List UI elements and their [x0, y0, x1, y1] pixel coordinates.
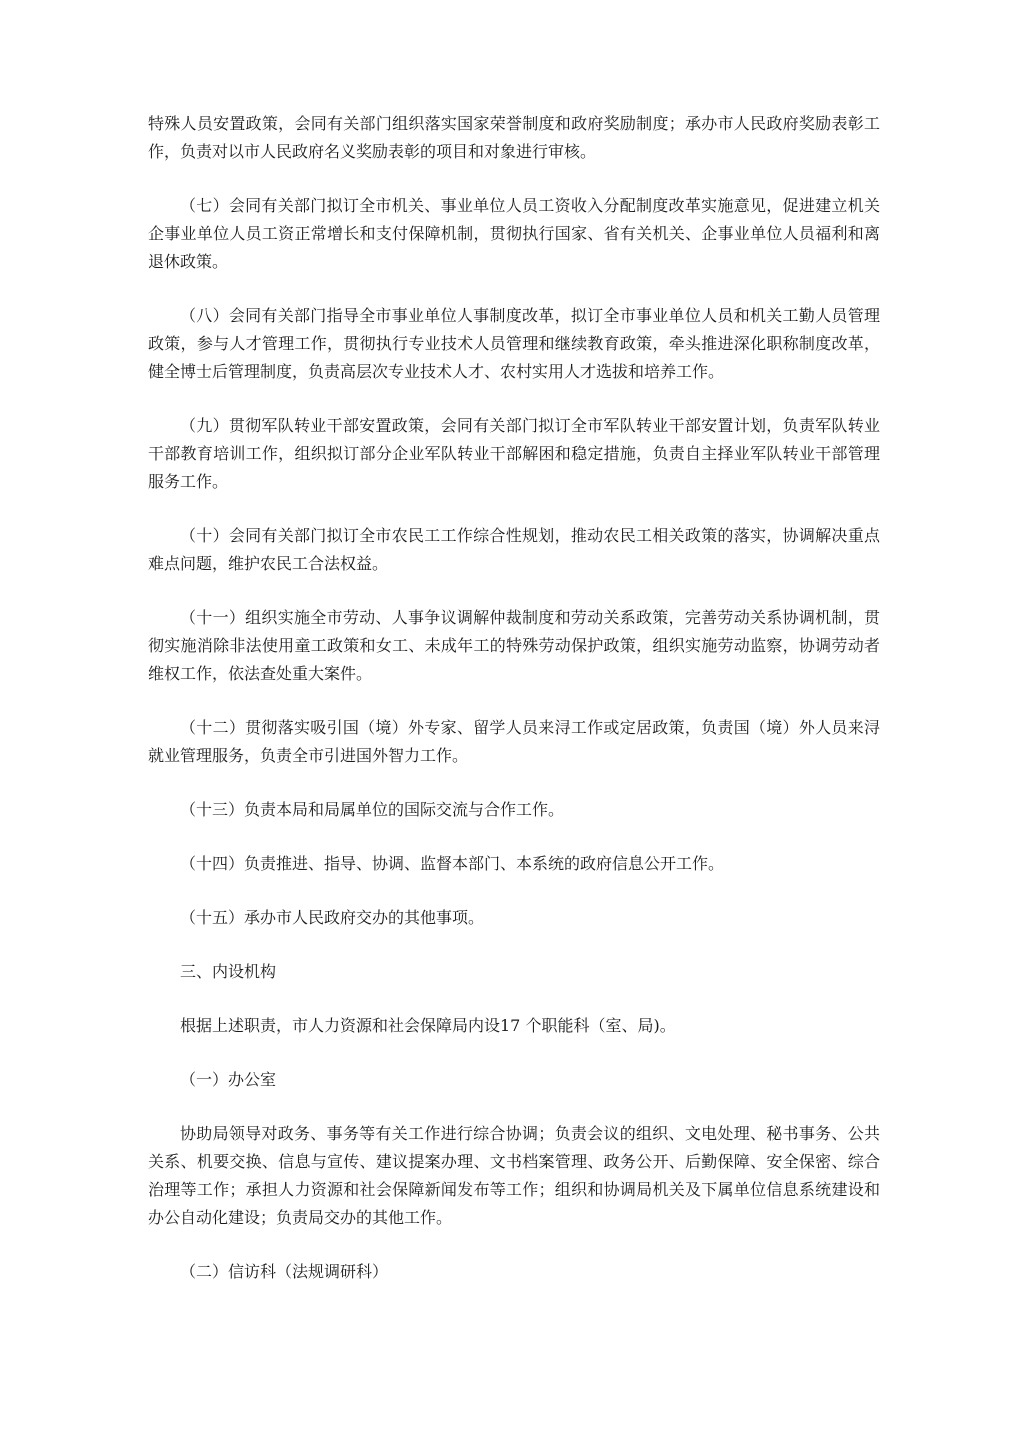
paragraph-gap [148, 166, 880, 192]
paragraph-gap [148, 770, 880, 796]
paragraph-gap [148, 276, 880, 302]
paragraph-gap [148, 578, 880, 604]
section-heading-internal-structure: 三、内设机构 [180, 962, 277, 981]
paragraph-item-10: （十）会同有关部门拟订全市农民工工作综合性规划，推动农民工相关政策的落实，协调解决重点难点问题，维护农民工合法权益。 [148, 526, 880, 573]
document-page [148, 110, 880, 1286]
paragraph-gap [148, 1232, 880, 1258]
paragraph-gap [148, 386, 880, 412]
paragraph-gap [148, 878, 880, 904]
paragraph-continuation: 特殊人员安置政策，会同有关部门组织落实国家荣誉制度和政府奖励制度；承办市人民政府奖励表彰工作，负责对以市人民政府名义奖励表彰的项目和对象进行审核。 [148, 114, 880, 161]
paragraph-gap [148, 496, 880, 522]
paragraph-item-15: （十五）承办市人民政府交办的其他事项。 [180, 908, 485, 927]
paragraph-office-duties: 协助局领导对政务、事务等有关工作进行综合协调；负责会议的组织、文电处理、秘书事务、公共关系、机要交换、信息与宣传、建议提案办理、文书档案管理、政务公开、后勤保障、安全保密、综合治理等工作；承担人力资源和社会保障新闻发布等工作；组织和协调局机关及下属单位信息系统建设和办公自动化建设；负责局交办的其他工作。 [148, 1124, 880, 1227]
paragraph-item-7: （七）会同有关部门拟订全市机关、事业单位人员工资收入分配制度改革实施意见，促进建立机关企事业单位人员工资正常增长和支付保障机制，贯彻执行国家、省有关机关、企事业单位人员福利和离退休政策。 [148, 196, 880, 271]
paragraph-item-9: （九）贯彻军队转业干部安置政策，会同有关部门拟订全市军队转业干部安置计划，负责军队转业干部教育培训工作，组织拟订部分企业军队转业干部解困和稳定措施，负责自主择业军队转业干部管理服务工作。 [148, 416, 880, 491]
subheading-office: （一）办公室 [180, 1070, 277, 1089]
paragraph-gap [148, 1040, 880, 1066]
paragraph-structure-intro: 根据上述职责，市人力资源和社会保障局内设17 个职能科（室、局)。 [180, 1016, 676, 1035]
paragraph-gap [148, 986, 880, 1012]
paragraph-gap [148, 688, 880, 714]
paragraph-item-14: （十四）负责推进、指导、协调、监督本部门、本系统的政府信息公开工作。 [180, 854, 725, 873]
subheading-petition-office: （二）信访科（法规调研科） [180, 1262, 389, 1281]
paragraph-gap [148, 932, 880, 958]
paragraph-gap [148, 1094, 880, 1120]
paragraph-item-8: （八）会同有关部门指导全市事业单位人事制度改革，拟订全市事业单位人员和机关工勤人员管理政策，参与人才管理工作，贯彻执行专业技术人员管理和继续教育政策，牵头推进深化职称制度改革，健全博士后管理制度，负责高层次专业技术人才、农村实用人才选拔和培养工作。 [148, 306, 880, 381]
paragraph-gap [148, 824, 880, 850]
paragraph-item-12: （十二）贯彻落实吸引国（境）外专家、留学人员来浔工作或定居政策，负责国（境）外人员来浔就业管理服务，负责全市引进国外智力工作。 [148, 718, 880, 765]
paragraph-item-11: （十一）组织实施全市劳动、人事争议调解仲裁制度和劳动关系政策，完善劳动关系协调机制，贯彻实施消除非法使用童工政策和女工、未成年工的特殊劳动保护政策，组织实施劳动监察，协调劳动者维权工作，依法查处重大案件。 [148, 608, 880, 683]
paragraph-item-13: （十三）负责本局和局属单位的国际交流与合作工作。 [180, 800, 565, 819]
